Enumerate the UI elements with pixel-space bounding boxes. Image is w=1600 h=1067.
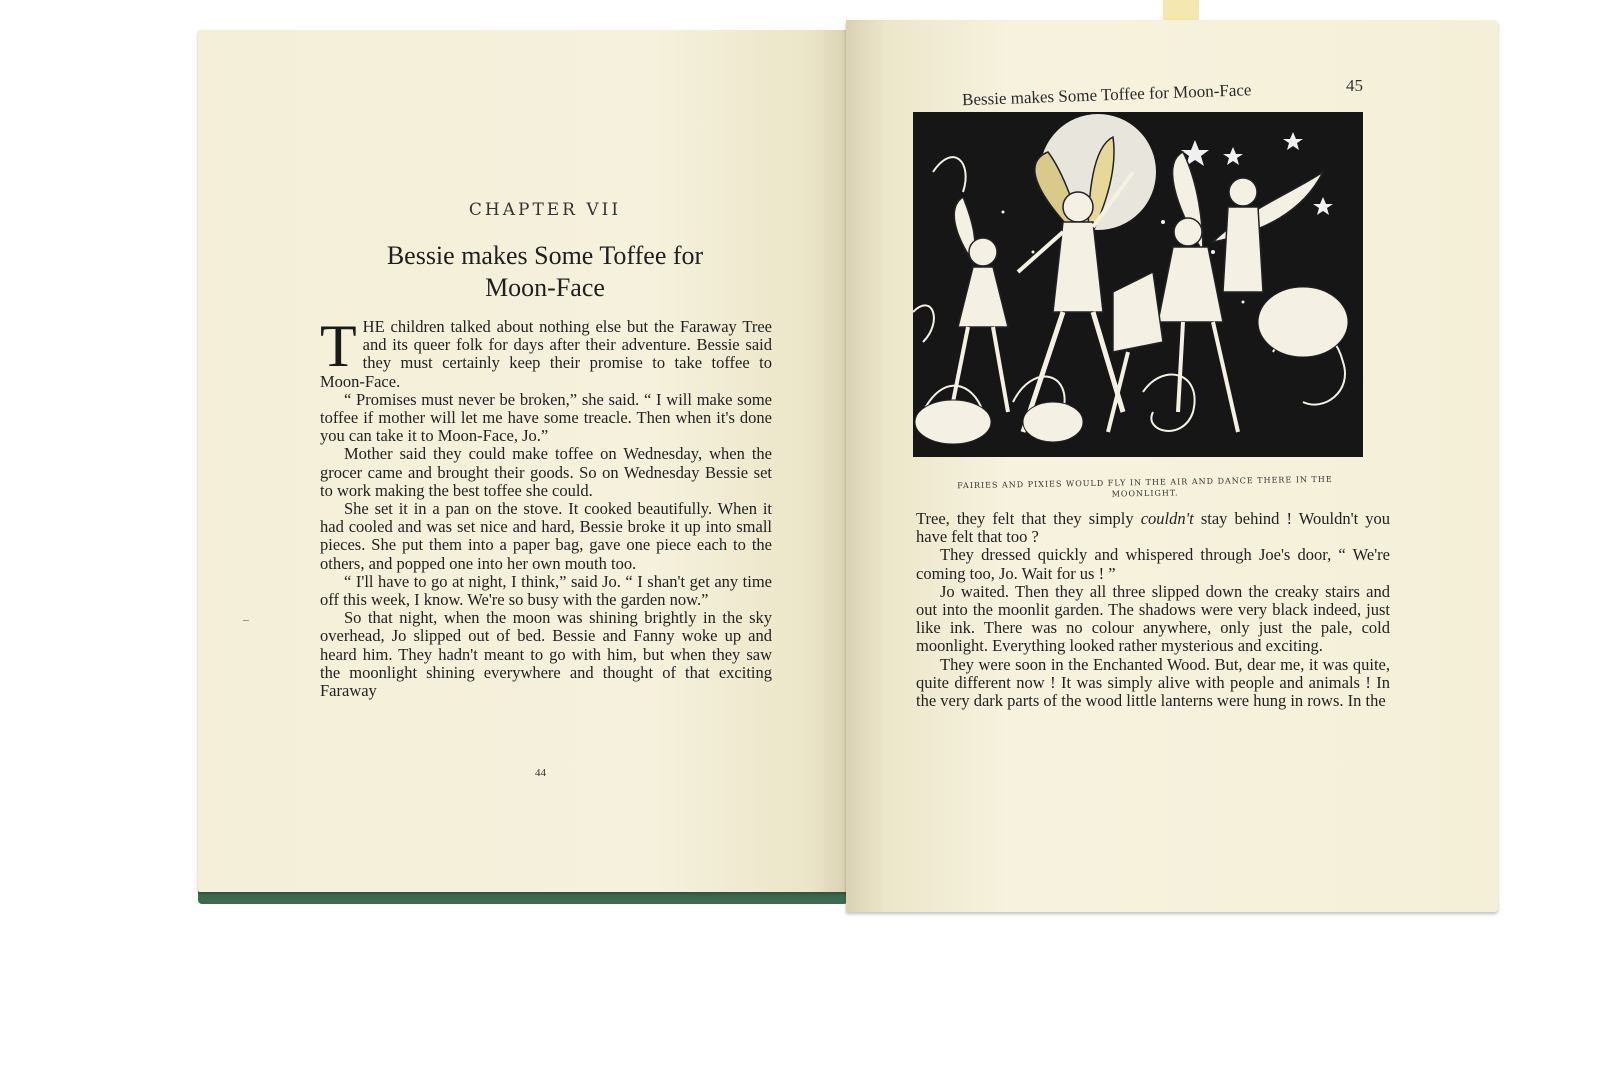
page-number-right: 45 (1346, 76, 1363, 95)
paragraph: “ I'll have to go at night, I think,” said Jo. “ I shan't get any time off this week, I know. We're so busy with the garden now.” (320, 571, 772, 610)
page-number-left: 44 (535, 767, 546, 779)
book-cover-edge (198, 890, 848, 904)
drop-cap: T (320, 313, 357, 379)
left-page-text (320, 313, 772, 701)
paragraph: So that night, when the moon was shining brightly in the sky overhead, Jo slipped out of bed. Bessie and Fanny woke up and heard him. They hadn't meant to go with him, but when they saw the moonlight shining everywhere and thought of that exciting Faraway (320, 608, 772, 701)
paragraph: Mother said they could make toffee on Wednesday, when the grocer came and brought their goods. So on Wednesday Bessie set to work making the best toffee she could. (320, 444, 772, 500)
paragraph (320, 313, 772, 391)
emphasis-text: couldn't (1140, 509, 1194, 528)
paragraph: “ Promises must never be broken,” she said. “ I will make some toffee if mother will let me have some treacle. Then when it's done you can take it to Moon-Face, Jo.” (320, 389, 772, 446)
fairy-illustration-art (913, 112, 1363, 457)
paragraph: They dressed quickly and whispered through Joe's door, “ We're coming too, Jo. Wait for us ! ” (916, 545, 1390, 583)
continued-text-end: stay behind ! Wouldn't you have felt that too ? (916, 509, 1391, 547)
continued-text: Tree, they felt that they simply (916, 509, 1141, 528)
page-mark (243, 620, 249, 621)
fairy-illustration (913, 112, 1363, 457)
chapter-label: CHAPTER VII (468, 200, 622, 220)
illustration-caption: FAIRIES AND PIXIES WOULD FLY IN THE AIR AND DANCE THERE IN THE MOONLIGHT. (957, 474, 1333, 499)
paragraph-text: HE children talked about nothing else but the Faraway Tree and its queer folk for days after their adventure. Bessie said they must certainly keep their promise to take toffee to Moon-Face. (320, 317, 772, 391)
continued-paragraph (916, 510, 1390, 546)
paragraph: She set it in a pan on the stove. It cooked beautifully. When it had cooled and was set nice and hard, Bessie broke it up into small pieces. She put them into a paper bag, gave one piece each to the others, and popped one into her own mouth too. (320, 499, 772, 573)
right-page-text (916, 510, 1390, 710)
chapter-title-line1: Bessie makes Some Toffee for (386, 241, 704, 270)
paragraph: Jo waited. Then they all three slipped down the creaky stairs and out into the moonlit garden. The shadows were very black indeed, just like ink. There was no colour anywhere, only just the pale, cold moonlight. Everything looked rather mysterious and exciting. (916, 581, 1390, 656)
paragraph: They were soon in the Enchanted Wood. But, dear me, it was quite, quite different now ! It was simply alive with people and animals ! In the very dark parts of the wood little lanterns were hung in rows. In the (916, 654, 1390, 711)
running-head: Bessie makes Some Toffee for Moon-Face (961, 80, 1252, 110)
chapter-title (330, 240, 760, 304)
chapter-title-line2: Moon-Face (485, 273, 605, 302)
